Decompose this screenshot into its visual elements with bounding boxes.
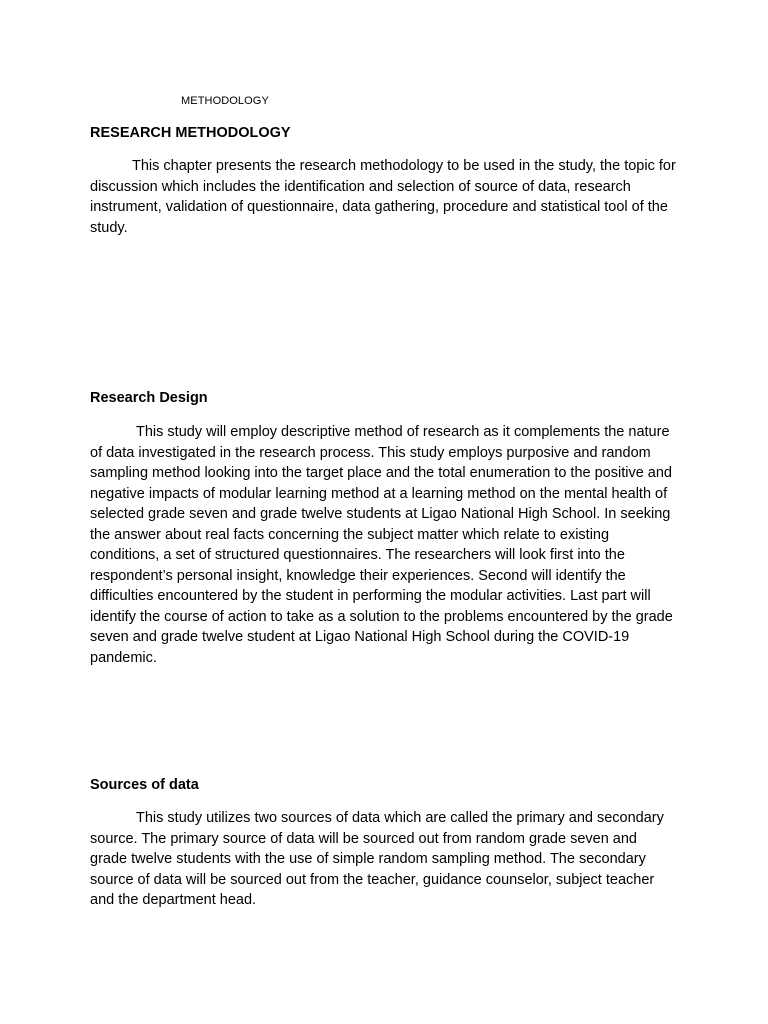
sources-of-data-paragraph: This study utilizes two sources of data which are called the primary and secondary source. The primary source of data will be sourced out from random grade seven and grade twelve students with the use of simple random sampling method. The secondary source of data will be sourced out from the teacher, guidance counselor, subject teacher and the department head.	[90, 810, 664, 908]
chapter-title: RESEARCH METHODOLOGY	[90, 125, 291, 141]
running-head: METHODOLOGY	[181, 95, 269, 107]
intro-paragraph: This chapter presents the research methodology to be used in the study, the topic for discussion which includes the identification and selection of source of data, research instrument, validation of questionnaire, data gathering, procedure and statistical tool of the study.	[90, 158, 676, 236]
section-heading-sources-of-data: Sources of data	[90, 777, 199, 793]
section-heading-research-design: Research Design	[90, 390, 208, 406]
research-design-paragraph: This study will employ descriptive method of research as it complements the nature of data investigated in the research process. This study employs purposive and random sampling method looking into the target place and the total enumeration to the positive and negative impacts of modular learning method at a learning method on the mental health of selected grade seven and grade twelve students at Ligao National High School. In seeking the answer about real facts concerning the subject matter which relate to existing conditions, a set of structured questionnaires. The researchers will look first into the respondent’s personal insight, knowledge their experiences. Second will identify the difficulties encountered by the student in performing the modular activities. Last part will identify the course of action to take as a solution to the problems encountered by the grade seven and grade twelve student at Ligao National High School during the COVID-19 pandemic.	[90, 424, 673, 666]
